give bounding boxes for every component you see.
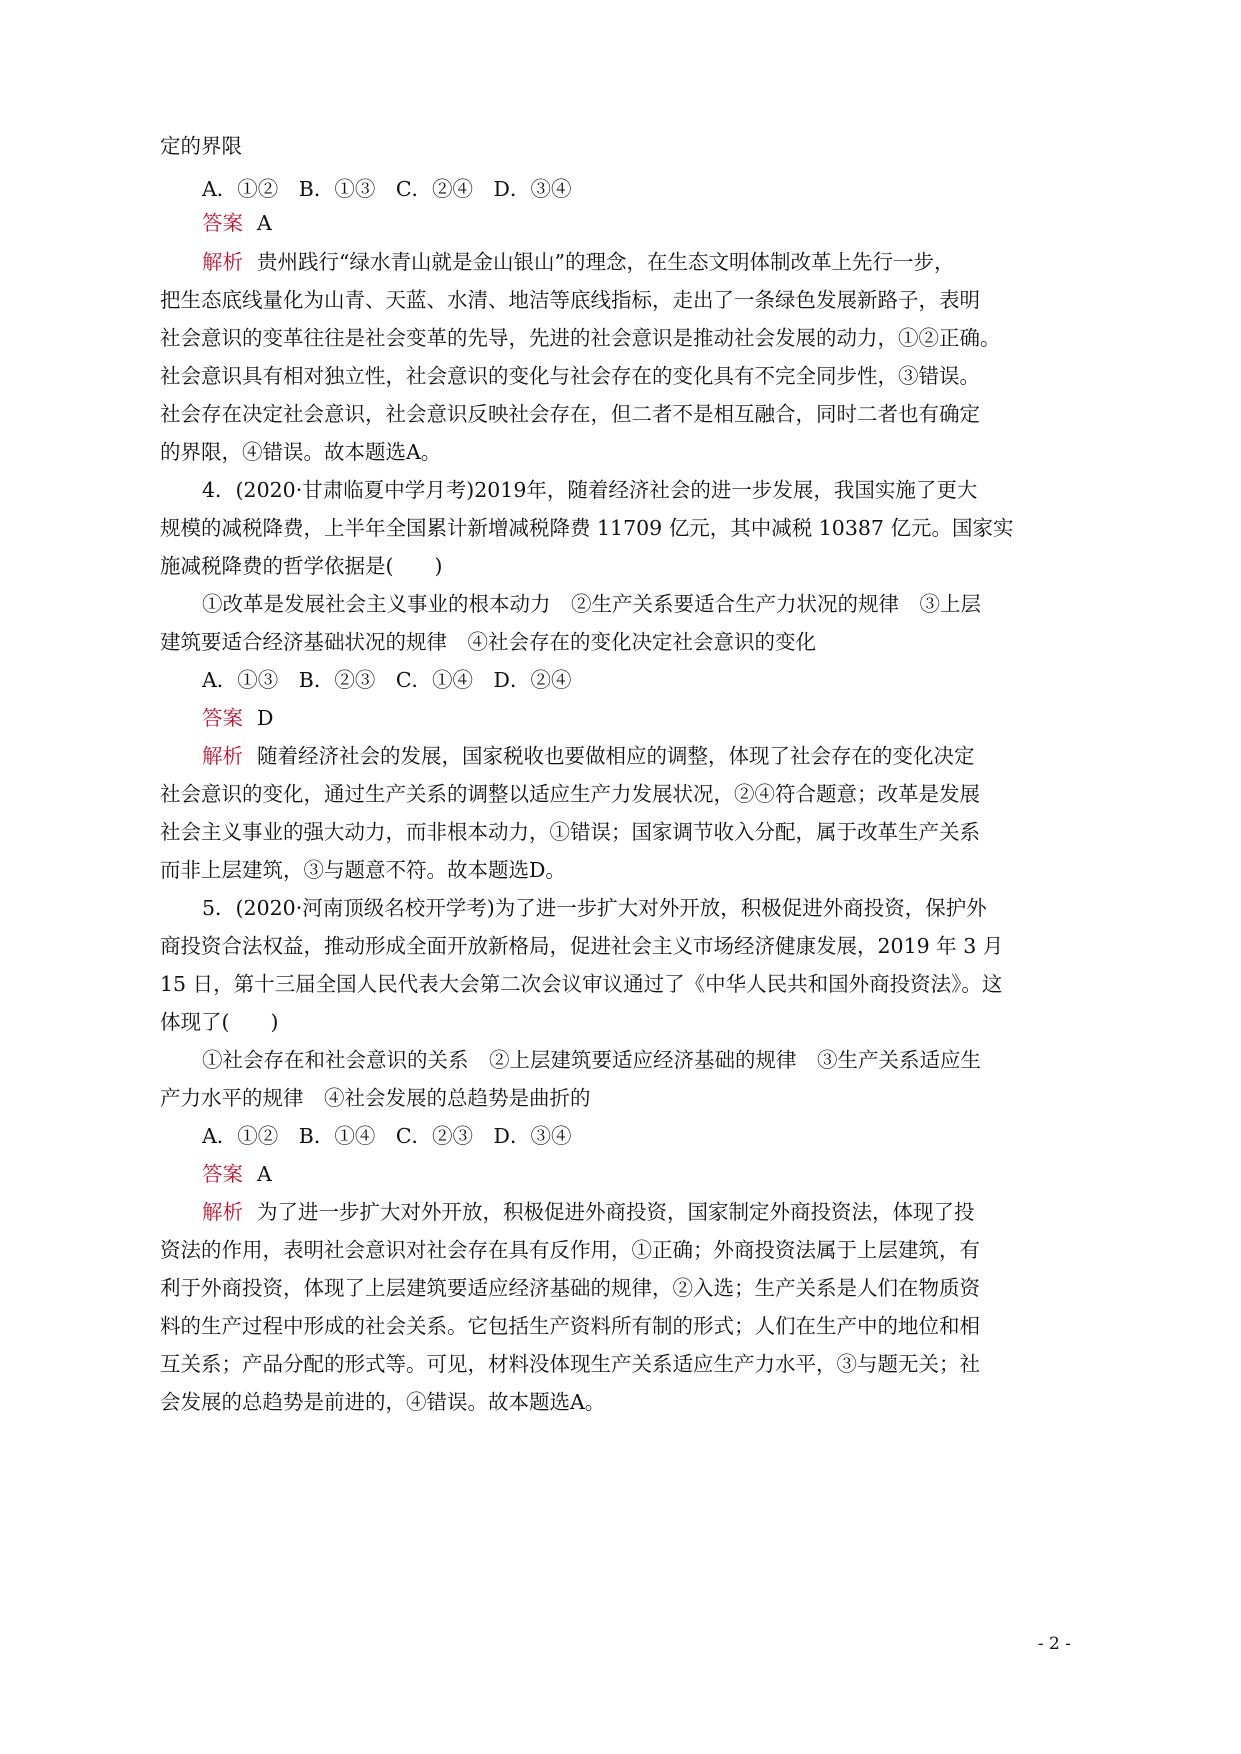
q4-analysis-line-1 (202, 741, 975, 771)
q5-analysis-line-4: 料的生产过程中形成的社会关系。它包括生产资料所有制的形式；人们在生产中的地位和相 (160, 1314, 980, 1338)
q5-stem-line-3: 15 日，第十三届全国人民代表大会第二次会议审议通过了《中华人民共和国外商投资法》。这 (160, 972, 1003, 996)
q5-analysis-line-6: 会发展的总趋势是前进的，④错误。故本题选A。 (160, 1390, 606, 1414)
q3-options: A．①② B．①③ C．②④ D．③④ (202, 177, 572, 201)
q5-analysis-line-3: 利于外商投资，体现了上层建筑要适应经济基础的规律，②入选；生产关系是人们在物质资 (160, 1276, 980, 1300)
q5-stem-line-1: 5．(2020·河南顶级名校开学考)为了进一步扩大对外开放，积极促进外商投资，保护外 (202, 896, 987, 920)
q4-stem-line-2: 规模的减税降费，上半年全国累计新增减税降费 11709 亿元，其中减税 10387 亿元。国家实 (160, 516, 1014, 540)
q5-items-line-2: 产力水平的规律 ④社会发展的总趋势是曲折的 (160, 1086, 591, 1110)
q3-analysis-line-1 (202, 247, 955, 277)
q4-analysis-line-4: 而非上层建筑，③与题意不符。故本题选D。 (160, 858, 566, 882)
q4-options: A．①③ B．②③ C．①④ D．②④ (202, 668, 572, 692)
answer-value: A (257, 211, 272, 235)
analysis-text: 随着经济社会的发展，国家税收也要做相应的调整，体现了社会存在的变化决定 (257, 744, 975, 768)
answer-label: 答案 (202, 706, 243, 730)
q4-stem-line-1: 4．(2020·甘肃临夏中学月考)2019年，随着经济社会的进一步发展，我国实施了更大 (202, 478, 978, 502)
q5-analysis-line-2: 资法的作用，表明社会意识对社会存在具有反作用，①正确；外商投资法属于上层建筑，有 (160, 1238, 980, 1262)
q4-analysis-line-2: 社会意识的变化，通过生产关系的调整以适应生产力发展状况，②④符合题意；改革是发展 (160, 782, 980, 806)
analysis-label: 解析 (202, 1200, 243, 1224)
q4-analysis-line-3: 社会主义事业的强大动力，而非根本动力，①错误；国家调节收入分配，属于改革生产关系 (160, 820, 980, 844)
q5-stem-line-2: 商投资合法权益，推动形成全面开放新格局，促进社会主义市场经济健康发展，2019 年 3 月 (160, 934, 1004, 958)
q3-answer (202, 208, 942, 238)
q5-analysis-line-1 (202, 1197, 975, 1227)
q4-answer (202, 703, 942, 733)
q3-analysis-line-6: 的界限，④错误。故本题选A。 (160, 440, 442, 464)
analysis-label: 解析 (202, 744, 243, 768)
analysis-label: 解析 (202, 250, 243, 274)
answer-label: 答案 (202, 211, 243, 235)
q4-items-line-2: 建筑要适合经济基础状况的规律 ④社会存在的变化决定社会意识的变化 (160, 630, 816, 654)
page-number: - 2 - (1037, 1634, 1071, 1654)
q5-items-line-1: ①社会存在和社会意识的关系 ②上层建筑要适应经济基础的规律 ③生产关系适应生 (202, 1048, 981, 1072)
answer-value: A (257, 1162, 272, 1186)
q3-analysis-line-4: 社会意识具有相对独立性，社会意识的变化与社会存在的变化具有不完全同步性，③错误。 (160, 364, 980, 388)
q3-analysis-line-5: 社会存在决定社会意识，社会意识反映社会存在，但二者不是相互融合，同时二者也有确定 (160, 402, 980, 426)
analysis-text: 为了进一步扩大对外开放，积极促进外商投资，国家制定外商投资法，体现了投 (257, 1200, 975, 1224)
q4-items-line-1: ①改革是发展社会主义事业的根本动力 ②生产关系要适合生产力状况的规律 ③上层 (202, 592, 981, 616)
q5-analysis-line-5: 互关系；产品分配的形式等。可见，材料没体现生产关系适应生产力水平，③与题无关；社 (160, 1352, 980, 1376)
q3-analysis-line-2: 把生态底线量化为山青、天蓝、水清、地洁等底线指标，走出了一条绿色发展新路子，表明 (160, 288, 980, 312)
q5-stem-line-4: 体现了( ) (160, 1010, 279, 1034)
answer-label: 答案 (202, 1162, 243, 1186)
q3-stem-tail: 定的界限 (160, 134, 242, 158)
answer-value: D (257, 706, 274, 730)
q4-stem-line-3: 施减税降费的哲学依据是( ) (160, 554, 443, 578)
q3-analysis-line-3: 社会意识的变革往往是社会变革的先导，先进的社会意识是推动社会发展的动力，①②正确。 (160, 326, 1001, 350)
q5-answer (202, 1159, 942, 1189)
analysis-text: 贵州践行“绿水青山就是金山银山”的理念，在生态文明体制改革上先行一步， (257, 250, 955, 274)
q5-options: A．①② B．①④ C．②③ D．③④ (202, 1124, 572, 1148)
